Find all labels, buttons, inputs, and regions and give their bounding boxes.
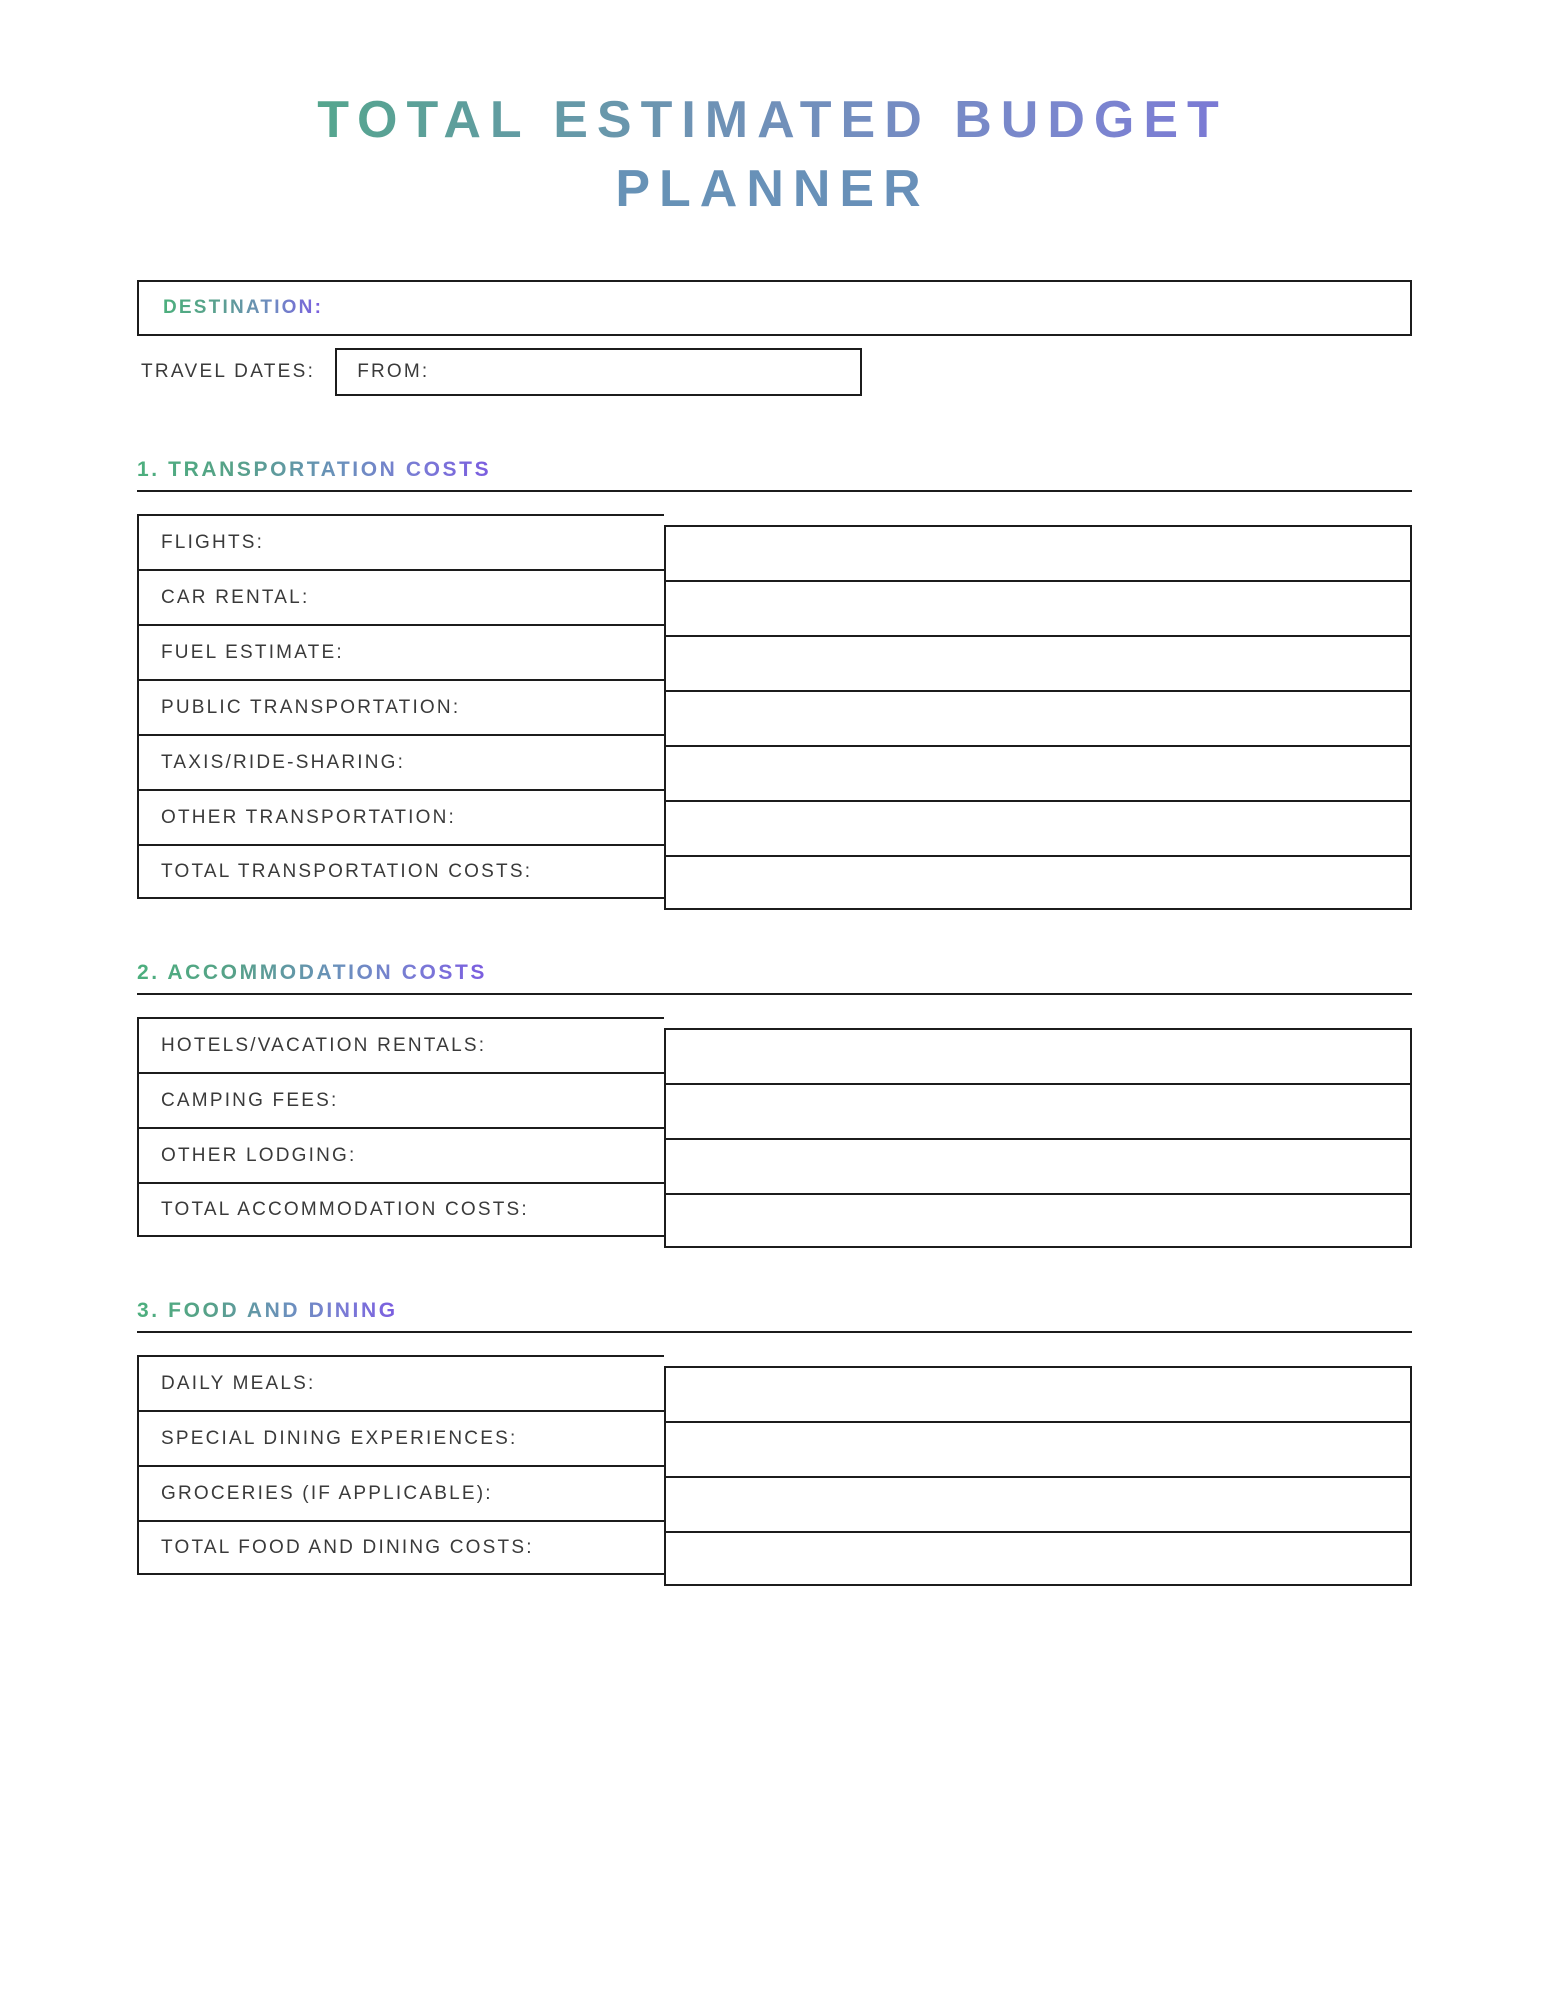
budget-section <box>137 458 1412 899</box>
section-divider <box>137 1331 1412 1333</box>
table-row <box>137 569 1412 624</box>
section-heading: 1. TRANSPORTATION COSTS <box>137 458 492 482</box>
table-row <box>137 734 1412 789</box>
cost-table <box>137 1017 1412 1237</box>
cost-label: OTHER TRANSPORTATION: <box>161 806 456 828</box>
travel-from-field[interactable] <box>335 348 862 396</box>
table-row <box>137 1410 1412 1465</box>
form-content <box>115 280 1430 1575</box>
cost-label: TOTAL TRANSPORTATION COSTS: <box>161 860 533 882</box>
cost-label-cell <box>137 844 664 899</box>
page-title <box>0 0 1545 224</box>
cost-label: HOTELS/VACATION RENTALS: <box>161 1034 487 1056</box>
cost-label: SPECIAL DINING EXPERIENCES: <box>161 1427 518 1449</box>
cost-table <box>137 1355 1412 1575</box>
table-row <box>137 679 1412 734</box>
cost-label: CAMPING FEES: <box>161 1089 339 1111</box>
section-heading: 3. FOOD AND DINING <box>137 1299 398 1323</box>
budget-section <box>137 961 1412 1237</box>
cost-label: DAILY MEALS: <box>161 1372 316 1394</box>
table-row <box>137 1127 1412 1182</box>
cost-label-cell <box>137 1410 664 1465</box>
cost-label: OTHER LODGING: <box>161 1144 357 1166</box>
travel-dates-row <box>137 348 1412 396</box>
page-title-line-1: TOTAL ESTIMATED BUDGET <box>0 86 1545 155</box>
cost-label-cell <box>137 1355 664 1410</box>
cost-label-cell <box>137 1520 664 1575</box>
cost-label-cell <box>137 1127 664 1182</box>
destination-field[interactable] <box>137 280 1412 336</box>
travel-dates-label: TRAVEL DATES: <box>141 361 316 383</box>
cost-label-cell <box>137 679 664 734</box>
table-row <box>137 1355 1412 1410</box>
budget-section <box>137 1299 1412 1575</box>
cost-label: TOTAL FOOD AND DINING COSTS: <box>161 1536 534 1558</box>
table-row <box>137 1465 1412 1520</box>
table-row <box>137 1182 1412 1237</box>
cost-label: CAR RENTAL: <box>161 586 310 608</box>
destination-label: DESTINATION: <box>163 297 324 319</box>
cost-label-cell <box>137 514 664 569</box>
cost-label: TAXIS/RIDE-SHARING: <box>161 751 406 773</box>
cost-label: FUEL ESTIMATE: <box>161 641 344 663</box>
table-row <box>137 1072 1412 1127</box>
table-row <box>137 844 1412 899</box>
table-row <box>137 514 1412 569</box>
from-label: FROM: <box>357 361 430 383</box>
cost-label-cell <box>137 1072 664 1127</box>
cost-value-input[interactable] <box>664 855 1412 910</box>
section-divider <box>137 490 1412 492</box>
table-row <box>137 1520 1412 1575</box>
cost-value-input[interactable] <box>664 1531 1412 1586</box>
cost-label-cell <box>137 734 664 789</box>
table-row <box>137 789 1412 844</box>
table-row <box>137 1017 1412 1072</box>
cost-value-input[interactable] <box>664 1193 1412 1248</box>
cost-label: GROCERIES (IF APPLICABLE): <box>161 1482 493 1504</box>
cost-label: TOTAL ACCOMMODATION COSTS: <box>161 1198 529 1220</box>
cost-label-cell <box>137 569 664 624</box>
cost-label-cell <box>137 1182 664 1237</box>
table-row <box>137 624 1412 679</box>
page-title-line-2: PLANNER <box>0 155 1545 224</box>
cost-label-cell <box>137 1465 664 1520</box>
cost-table <box>137 514 1412 899</box>
budget-sections <box>137 458 1412 1575</box>
cost-label-cell <box>137 1017 664 1072</box>
section-heading: 2. ACCOMMODATION COSTS <box>137 961 488 985</box>
cost-label: PUBLIC TRANSPORTATION: <box>161 696 461 718</box>
cost-label-cell <box>137 789 664 844</box>
cost-label-cell <box>137 624 664 679</box>
cost-label: FLIGHTS: <box>161 531 265 553</box>
section-divider <box>137 993 1412 995</box>
